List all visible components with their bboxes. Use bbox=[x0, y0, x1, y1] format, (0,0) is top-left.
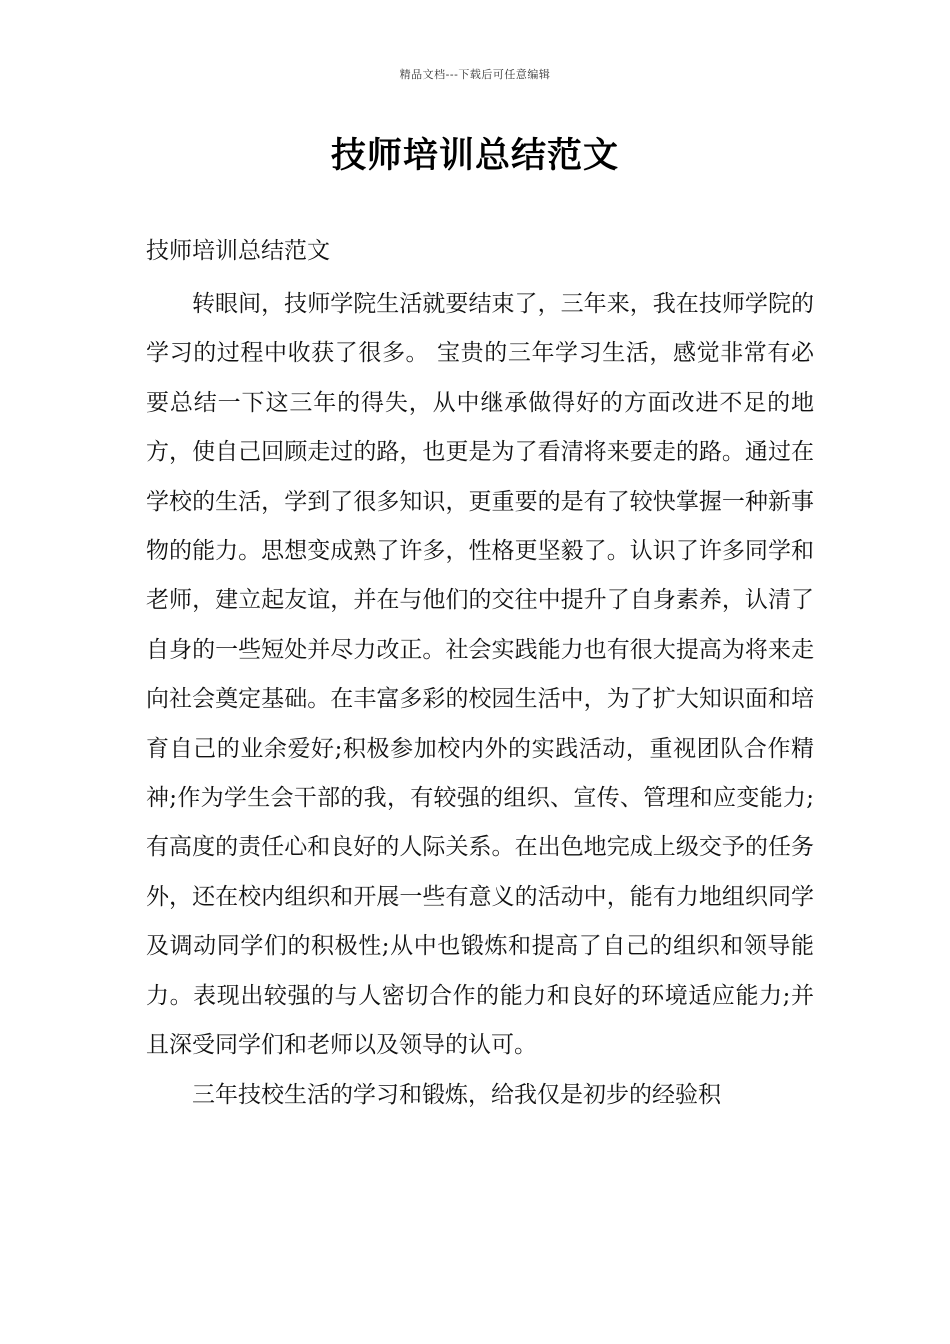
document-body bbox=[146, 280, 814, 1120]
paragraph-1: 转眼间，技师学院生活就要结束了，三年来，我在技师学院的学习的过程中收获了很多。 宝贵的三年学习生活，感觉非常有必要总结一下这三年的得失，从中继承做得好的方面改进不足的地方，使自己回顾走过的路，也更是为了看清将来要走的路。通过在学校的生活，学到了很多知识，更重要的是有了较快掌握一种新事物的能力。思想变成熟了许多，性格更坚毅了。认识了许多同学和老师，建立起友谊，并在与他们的交往中提升了自身素养，认清了自身的一些短处并尽力改正。社会实践能力也有很大提高为将来走向社会奠定基础。在丰富多彩的校园生活中，为了扩大知识面和培育自己的业余爱好;积极参加校内外的实践活动，重视团队合作精神;作为学生会干部的我，有较强的组织、宣传、管理和应变能力;有高度的责任心和良好的人际关系。在出色地完成上级交予的任务外，还在校内组织和开展一些有意义的活动中，能有力地组织同学及调动同学们的积极性;从中也锻炼和提高了自己的组织和领导能力。表现出较强的与人密切合作的能力和良好的环境适应能力;并且深受同学们和老师以及领导的认可。 bbox=[146, 291, 814, 1059]
document-subtitle: 技师培训总结范文 bbox=[146, 238, 330, 264]
header-note: 精品文档---下载后可任意编辑 bbox=[399, 68, 551, 81]
document-title: 技师培训总结范文 bbox=[330, 135, 619, 176]
paragraph-2: 三年技校生活的学习和锻炼，给我仅是初步的经验积 bbox=[192, 1081, 721, 1108]
